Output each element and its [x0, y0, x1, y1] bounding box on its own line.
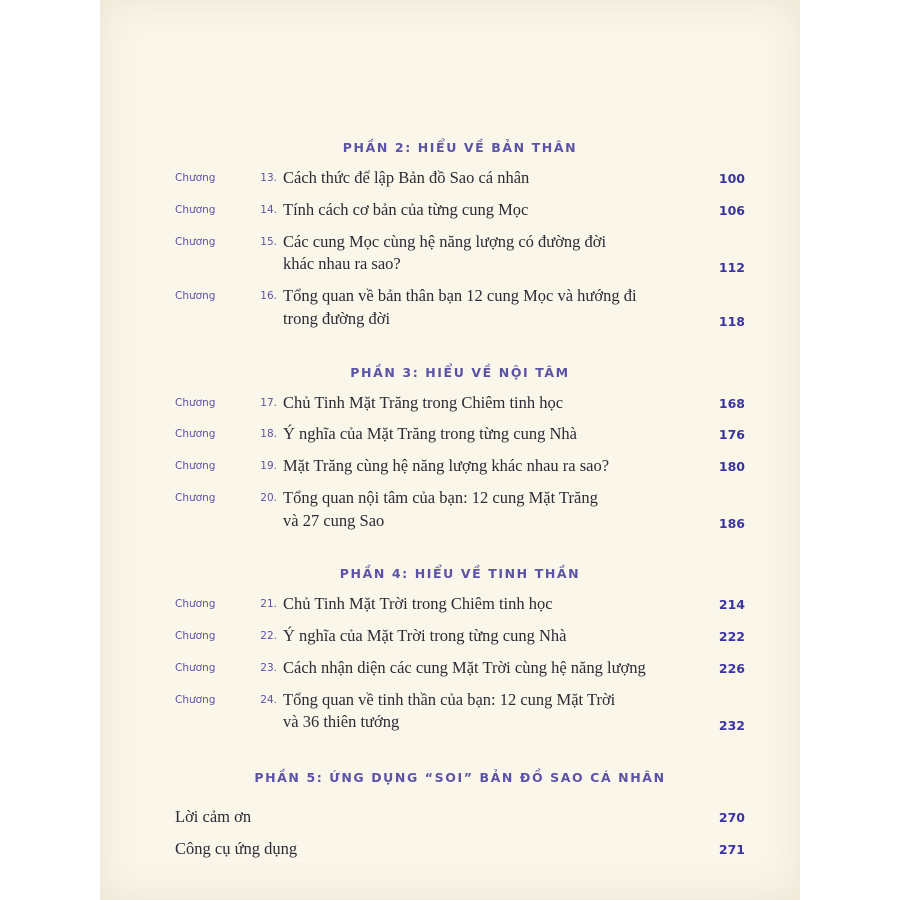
toc-entry[interactable] [175, 455, 745, 478]
final-entries [175, 807, 745, 859]
page-number: 176 [718, 427, 745, 443]
chapter-number: 15. [260, 235, 277, 248]
entry-title: Lời cảm ơn [175, 807, 252, 827]
toc-entry[interactable] [175, 657, 745, 680]
page-number: 222 [718, 629, 745, 645]
page-number: 214 [718, 597, 745, 613]
chapter-title: Ý nghĩa của Mặt Trăng trong từng cung Nhà [283, 424, 577, 444]
section-title-part4: PHẦN 4: HIỂU VỀ TINH THẦN [339, 566, 581, 582]
page-number: 112 [718, 259, 745, 275]
chapter-label: Chương [175, 598, 216, 611]
chapter-title: Tổng quan nội tâm của bạn: 12 cung Mặt Trăng và 27 cung Sao [283, 487, 598, 530]
toc-entry[interactable] [175, 231, 745, 277]
section-title-part5: PHẦN 5: ỨNG DỤNG “SOI” BẢN ĐỒ SAO CÁ NHÂN [254, 770, 666, 786]
chapter-label: Chương [175, 661, 216, 674]
chapter-label: Chương [175, 290, 216, 303]
chapter-number: 22. [260, 630, 277, 643]
chapter-title: Các cung Mọc cùng hệ năng lượng có đường đời khác nhau ra sao? [283, 231, 607, 274]
chapter-label: Chương [175, 630, 216, 643]
page-number: 226 [718, 660, 745, 676]
chapter-label: Chương [175, 235, 216, 248]
page-content [100, 0, 800, 900]
chapter-label: Chương [175, 428, 216, 441]
chapter-title: Cách nhận diện các cung Mặt Trời cùng hệ năng lượng [283, 657, 646, 677]
toc-entry[interactable] [175, 807, 745, 827]
chapter-number: 18. [260, 428, 277, 441]
chapter-label: Chương [175, 693, 216, 706]
table-of-contents [175, 140, 745, 871]
chapter-number: 23. [260, 661, 277, 674]
chapter-number: 16. [260, 290, 277, 303]
chapter-label: Chương [175, 396, 216, 409]
toc-entry[interactable] [175, 839, 745, 859]
chapter-title: Chủ Tinh Mặt Trăng trong Chiêm tinh học [283, 392, 564, 412]
toc-entry[interactable] [175, 593, 745, 616]
page-number: 118 [718, 314, 745, 330]
chapter-label: Chương [175, 460, 216, 473]
chapter-number: 24. [260, 693, 277, 706]
toc-entry[interactable] [175, 199, 745, 222]
chapter-title: Ý nghĩa của Mặt Trời trong từng cung Nhà [283, 626, 567, 646]
page-number: 168 [718, 395, 745, 411]
toc-entry[interactable] [175, 423, 745, 446]
toc-entry[interactable] [175, 625, 745, 648]
entry-title: Công cụ ứng dụng [175, 839, 298, 859]
chapter-number: 19. [260, 460, 277, 473]
chapter-title: Tính cách cơ bản của từng cung Mọc [283, 199, 529, 219]
chapter-title: Tổng quan về bản thân bạn 12 cung Mọc và hướng đi trong đường đời [283, 286, 637, 328]
page-number: 100 [718, 171, 745, 186]
page-number: 186 [718, 516, 745, 532]
section-title-part3: PHẦN 3: HIỂU VỀ NỘI TÂM [350, 364, 570, 380]
chapter-label: Chương [175, 491, 216, 504]
chapter-label: Chương [175, 203, 216, 216]
page-number: 180 [718, 459, 745, 475]
page-number: 270 [718, 810, 745, 826]
page-number: 271 [718, 842, 745, 858]
page-number: 106 [718, 202, 745, 218]
book-page [100, 0, 800, 900]
chapter-number: 17. [260, 396, 277, 409]
chapter-title: Mặt Trăng cùng hệ năng lượng khác nhau ra sao? [283, 456, 610, 476]
toc-entry[interactable] [175, 487, 745, 533]
chapter-title: Tổng quan về tinh thần của bạn: 12 cung Mặt Trời và 36 thiên tướng [283, 689, 616, 732]
section-title-part2: PHẦN 2: HIỂU VỀ BẢN THÂN [342, 140, 578, 155]
chapter-title: Cách thức để lập Bản đồ Sao cá nhân [283, 168, 530, 187]
toc-entry[interactable] [175, 285, 745, 331]
chapter-number: 14. [260, 203, 277, 216]
chapter-title: Chủ Tinh Mặt Trời trong Chiêm tinh học [283, 594, 553, 614]
chapter-number: 21. [260, 598, 277, 611]
toc-entry[interactable] [175, 392, 745, 415]
chapter-label: Chương [175, 172, 216, 184]
toc-entry[interactable] [175, 689, 745, 735]
toc-entry[interactable] [175, 167, 745, 190]
page-number: 232 [718, 718, 745, 733]
final-section [175, 770, 745, 859]
chapter-number: 20. [260, 491, 277, 504]
chapter-number: 13. [260, 172, 277, 184]
